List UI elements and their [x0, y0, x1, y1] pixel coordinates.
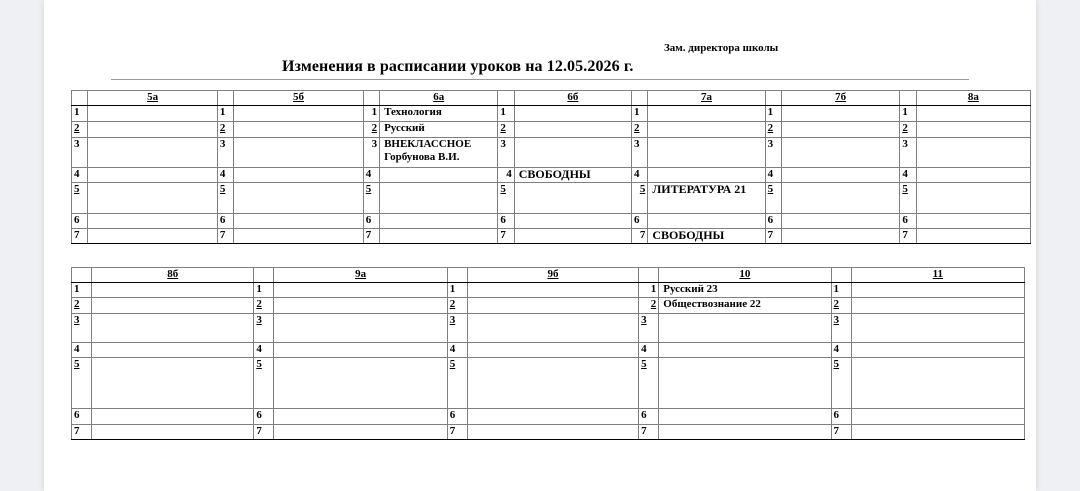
lesson-cell — [851, 358, 1024, 409]
num-header — [765, 91, 781, 106]
table-row — [72, 229, 1031, 244]
lesson-number: 7 — [498, 229, 514, 244]
lesson-number: 6 — [639, 409, 659, 425]
class-header: 11 — [851, 268, 1024, 283]
lesson-number: 5 — [363, 183, 379, 214]
lesson-cell — [648, 168, 765, 183]
lesson-cell — [659, 314, 831, 343]
lesson-cell — [88, 106, 218, 122]
table-row — [72, 314, 1025, 343]
lesson-cell — [234, 122, 364, 138]
lesson-cell — [467, 298, 638, 314]
lesson-cell — [88, 138, 218, 168]
lesson-cell — [467, 343, 638, 358]
lesson-cell — [274, 358, 447, 409]
lesson-number: 7 — [72, 425, 92, 440]
lesson-cell: ЛИТЕРАТУРА 21 — [648, 183, 765, 214]
lesson-number: 3 — [831, 314, 851, 343]
title-divider — [111, 79, 969, 80]
lesson-cell — [781, 168, 899, 183]
lesson-number: 1 — [498, 106, 514, 122]
lesson-number: 6 — [498, 214, 514, 229]
lesson-cell — [274, 343, 447, 358]
page-title: Изменения в расписании уроков на 12.05.2026 г. — [282, 58, 634, 75]
lesson-number: 5 — [217, 183, 233, 214]
document-page — [44, 0, 1036, 491]
table-row — [72, 425, 1025, 440]
lesson-cell — [659, 343, 831, 358]
lesson-cell — [659, 409, 831, 425]
lesson-number: 7 — [831, 425, 851, 440]
lesson-cell: ВНЕКЛАССНОЕ Горбунова В.И. — [380, 138, 498, 168]
lesson-number: 3 — [72, 314, 92, 343]
header-row — [72, 91, 1031, 106]
lesson-number: 2 — [72, 122, 88, 138]
num-header — [72, 268, 92, 283]
lesson-cell — [88, 214, 218, 229]
lesson-number: 2 — [831, 298, 851, 314]
class-header: 6б — [514, 91, 631, 106]
lesson-number: 5 — [72, 183, 88, 214]
lesson-cell — [648, 138, 765, 168]
lesson-number: 1 — [363, 106, 379, 122]
lesson-number: 1 — [447, 283, 467, 298]
lesson-number: 4 — [639, 343, 659, 358]
lesson-cell — [88, 183, 218, 214]
class-header: 6а — [380, 91, 498, 106]
lesson-cell — [380, 229, 498, 244]
lesson-cell — [467, 314, 638, 343]
lesson-number: 4 — [632, 168, 648, 183]
lesson-cell — [92, 358, 254, 409]
lesson-number: 3 — [447, 314, 467, 343]
lesson-cell — [851, 298, 1024, 314]
num-header — [498, 91, 514, 106]
lesson-cell — [88, 168, 218, 183]
lesson-cell — [514, 106, 631, 122]
lesson-number: 4 — [900, 168, 916, 183]
lesson-cell — [467, 358, 638, 409]
lesson-number: 5 — [632, 183, 648, 214]
lesson-number: 4 — [765, 168, 781, 183]
table-row — [72, 409, 1025, 425]
lesson-number: 2 — [217, 122, 233, 138]
lesson-number: 6 — [765, 214, 781, 229]
lesson-cell — [648, 106, 765, 122]
lesson-number: 1 — [217, 106, 233, 122]
lesson-cell — [781, 229, 899, 244]
lesson-cell — [274, 409, 447, 425]
lesson-cell — [514, 229, 631, 244]
lesson-cell — [92, 343, 254, 358]
lesson-cell — [916, 138, 1030, 168]
lesson-number: 4 — [363, 168, 379, 183]
table-row — [72, 298, 1025, 314]
lesson-number: 7 — [765, 229, 781, 244]
table-row — [72, 168, 1031, 183]
lesson-cell — [274, 283, 447, 298]
lesson-number: 1 — [831, 283, 851, 298]
lesson-cell — [781, 106, 899, 122]
lesson-number: 4 — [254, 343, 274, 358]
lesson-cell — [781, 138, 899, 168]
lesson-number: 6 — [72, 214, 88, 229]
lesson-number: 5 — [639, 358, 659, 409]
lesson-number: 6 — [447, 409, 467, 425]
lesson-cell — [234, 168, 364, 183]
table-row — [72, 358, 1025, 409]
lesson-number: 1 — [72, 106, 88, 122]
num-header — [254, 268, 274, 283]
lesson-number: 5 — [831, 358, 851, 409]
lesson-number: 2 — [72, 298, 92, 314]
lesson-cell — [648, 122, 765, 138]
num-header — [831, 268, 851, 283]
lesson-number: 5 — [447, 358, 467, 409]
lesson-cell — [234, 229, 364, 244]
lesson-number: 3 — [217, 138, 233, 168]
lesson-cell — [659, 358, 831, 409]
lesson-cell — [851, 409, 1024, 425]
lesson-number: 7 — [72, 229, 88, 244]
class-header: 7а — [648, 91, 765, 106]
lesson-number: 7 — [217, 229, 233, 244]
lesson-cell — [274, 314, 447, 343]
lesson-cell — [514, 122, 631, 138]
header-row — [72, 268, 1025, 283]
table-row — [72, 122, 1031, 138]
lesson-number: 7 — [447, 425, 467, 440]
lesson-number: 3 — [639, 314, 659, 343]
lesson-number: 3 — [765, 138, 781, 168]
table-row — [72, 214, 1031, 229]
lesson-cell — [274, 425, 447, 440]
lesson-cell: Технология — [380, 106, 498, 122]
lesson-cell — [659, 425, 831, 440]
lesson-number: 3 — [72, 138, 88, 168]
lesson-cell — [648, 214, 765, 229]
lesson-number: 1 — [254, 283, 274, 298]
lesson-number: 1 — [900, 106, 916, 122]
lesson-cell — [851, 425, 1024, 440]
table-row — [72, 343, 1025, 358]
num-header — [900, 91, 916, 106]
lesson-number: 2 — [632, 122, 648, 138]
lesson-number: 4 — [831, 343, 851, 358]
lesson-number: 1 — [632, 106, 648, 122]
lesson-cell: СВОБОДНЫ — [514, 168, 631, 183]
lesson-number: 2 — [254, 298, 274, 314]
lesson-number: 6 — [900, 214, 916, 229]
lesson-cell — [88, 229, 218, 244]
lesson-cell — [851, 314, 1024, 343]
num-header — [363, 91, 379, 106]
lesson-cell — [380, 183, 498, 214]
lesson-cell — [916, 183, 1030, 214]
lesson-cell: СВОБОДНЫ — [648, 229, 765, 244]
lesson-cell — [467, 425, 638, 440]
lesson-number: 7 — [900, 229, 916, 244]
class-header: 8б — [92, 268, 254, 283]
lesson-cell — [92, 409, 254, 425]
lesson-cell — [234, 214, 364, 229]
lesson-number: 6 — [72, 409, 92, 425]
class-header: 5б — [234, 91, 364, 106]
lesson-number: 2 — [900, 122, 916, 138]
lesson-number: 2 — [765, 122, 781, 138]
lesson-cell — [514, 214, 631, 229]
lesson-cell — [916, 214, 1030, 229]
lesson-number: 6 — [254, 409, 274, 425]
lesson-number: 7 — [363, 229, 379, 244]
lesson-number: 5 — [254, 358, 274, 409]
num-header — [632, 91, 648, 106]
lesson-cell — [514, 183, 631, 214]
lesson-number: 2 — [363, 122, 379, 138]
class-header: 7б — [781, 91, 899, 106]
lesson-number: 3 — [363, 138, 379, 168]
lesson-cell — [916, 122, 1030, 138]
lesson-number: 7 — [639, 425, 659, 440]
lesson-number: 4 — [72, 343, 92, 358]
lesson-cell — [781, 122, 899, 138]
lesson-cell — [92, 298, 254, 314]
lesson-cell — [380, 168, 498, 183]
lesson-cell — [781, 214, 899, 229]
lesson-number: 3 — [632, 138, 648, 168]
lesson-number: 6 — [632, 214, 648, 229]
lesson-number: 4 — [217, 168, 233, 183]
lesson-number: 1 — [765, 106, 781, 122]
table-row — [72, 283, 1025, 298]
lesson-cell — [916, 168, 1030, 183]
class-header: 9б — [467, 268, 638, 283]
lesson-cell — [234, 106, 364, 122]
lesson-cell — [234, 183, 364, 214]
lesson-number: 3 — [498, 138, 514, 168]
lesson-cell — [92, 425, 254, 440]
lesson-cell — [514, 138, 631, 168]
table-row — [72, 138, 1031, 168]
schedule-table-2 — [71, 267, 1025, 440]
lesson-number: 4 — [72, 168, 88, 183]
lesson-number: 6 — [831, 409, 851, 425]
lesson-number: 5 — [498, 183, 514, 214]
lesson-number: 1 — [639, 283, 659, 298]
class-header: 5а — [88, 91, 218, 106]
lesson-number: 3 — [254, 314, 274, 343]
lesson-number: 1 — [72, 283, 92, 298]
lesson-number: 6 — [217, 214, 233, 229]
lesson-cell — [916, 106, 1030, 122]
schedule-table-1 — [71, 90, 1031, 244]
lesson-cell — [92, 283, 254, 298]
lesson-number: 4 — [447, 343, 467, 358]
lesson-number: 2 — [447, 298, 467, 314]
lesson-number: 5 — [72, 358, 92, 409]
num-header — [447, 268, 467, 283]
lesson-number: 4 — [498, 168, 514, 183]
table-row — [72, 106, 1031, 122]
lesson-cell — [234, 138, 364, 168]
class-header: 8а — [916, 91, 1030, 106]
lesson-cell — [88, 122, 218, 138]
lesson-number: 5 — [765, 183, 781, 214]
signature-line: Зам. директора школы — [664, 42, 779, 54]
lesson-cell — [781, 183, 899, 214]
lesson-cell: Обществознание 22 — [659, 298, 831, 314]
lesson-cell — [851, 343, 1024, 358]
lesson-cell — [851, 283, 1024, 298]
lesson-cell — [916, 229, 1030, 244]
lesson-number: 5 — [900, 183, 916, 214]
lesson-cell — [467, 283, 638, 298]
lesson-cell — [380, 214, 498, 229]
lesson-cell: Русский — [380, 122, 498, 138]
num-header — [72, 91, 88, 106]
lesson-number: 6 — [363, 214, 379, 229]
num-header — [217, 91, 233, 106]
lesson-number: 3 — [900, 138, 916, 168]
lesson-cell: Русский 23 — [659, 283, 831, 298]
lesson-cell — [467, 409, 638, 425]
num-header — [639, 268, 659, 283]
lesson-cell — [92, 314, 254, 343]
lesson-cell — [274, 298, 447, 314]
lesson-number: 2 — [498, 122, 514, 138]
lesson-number: 7 — [254, 425, 274, 440]
class-header: 9а — [274, 268, 447, 283]
lesson-number: 2 — [639, 298, 659, 314]
lesson-number: 7 — [632, 229, 648, 244]
class-header: 10 — [659, 268, 831, 283]
table-row — [72, 183, 1031, 214]
